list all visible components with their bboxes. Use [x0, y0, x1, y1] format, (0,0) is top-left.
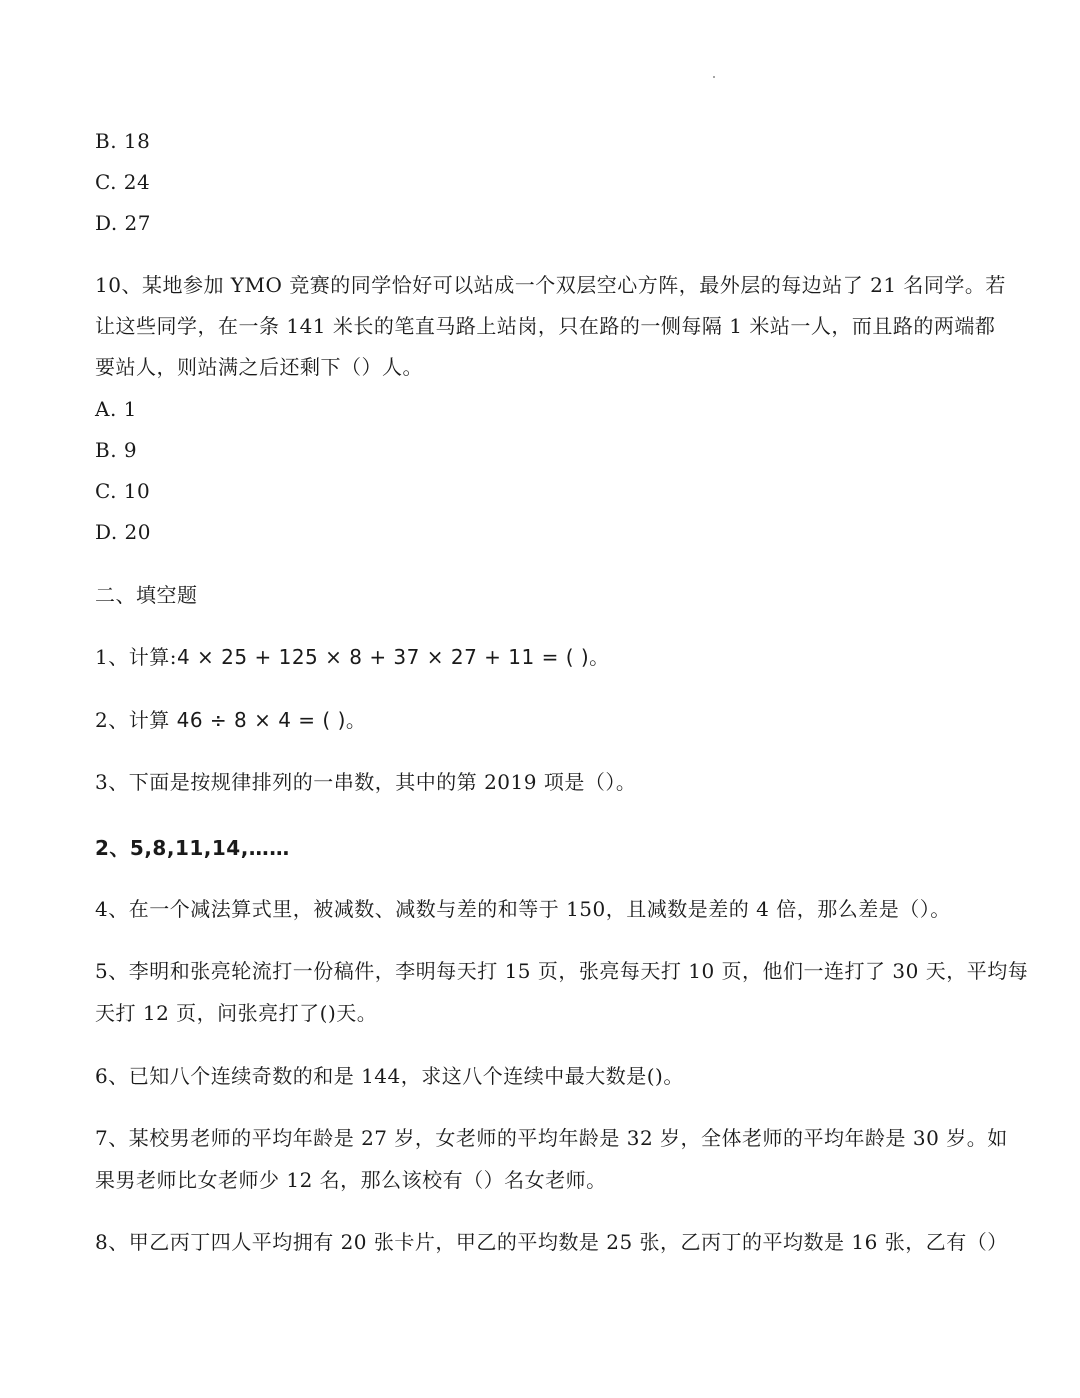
fill-q6: 6、已知八个连续奇数的和是 144，求这八个连续中最大数是()。 [95, 1064, 684, 1088]
section-heading: 二、填空题 [95, 583, 198, 607]
fill-q2-expression: 46 ÷ 8 × 4 = ( )。 [176, 708, 367, 732]
q10-option-b: B. 9 [95, 438, 138, 462]
fill-q1-expression: 4 × 25 + 125 × 8 + 37 × 27 + 11 = ( )。 [176, 645, 610, 669]
fill-q5-line-1: 5、李明和张亮轮流打一份稿件，李明每天打 15 页，张亮每天打 10 页，他们一连打了 30 天，平均每 [95, 959, 1029, 983]
fill-q8-line-1: 8、甲乙丙丁四人平均拥有 20 张卡片，甲乙的平均数是 25 张，乙丙丁的平均数是 16 张，乙有（） [95, 1230, 1008, 1254]
q9-option-d: D. 27 [95, 211, 151, 235]
fill-q2 [95, 708, 995, 732]
fill-q3-sequence: 2、5,8,11,14,…… [95, 836, 290, 860]
fill-q2-prefix: 2、计算 [95, 708, 177, 732]
fill-q4: 4、在一个减法算式里，被减数、减数与差的和等于 150，且减数是差的 4 倍，那么差是（）。 [95, 897, 951, 921]
fill-q7-line-1: 7、某校男老师的平均年龄是 27 岁，女老师的平均年龄是 32 岁，全体老师的平均年龄是 30 岁。如 [95, 1126, 1008, 1150]
fill-q1-prefix: 1、计算: [95, 645, 177, 669]
fill-q3: 3、下面是按规律排列的一串数，其中的第 2019 项是（）。 [95, 770, 637, 794]
q9-option-b: B. 18 [95, 129, 151, 153]
fill-q1 [95, 645, 995, 669]
q9-option-c: C. 24 [95, 170, 151, 194]
q10-option-d: D. 20 [95, 520, 151, 544]
scan-dot [713, 76, 715, 78]
fill-q5-line-2: 天打 12 页，问张亮打了()天。 [95, 1001, 378, 1025]
q10-option-a: A. 1 [95, 397, 137, 421]
fill-q7-line-2: 果男老师比女老师少 12 名，那么该校有（）名女老师。 [95, 1168, 607, 1192]
q10-text-line-3: 要站人，则站满之后还剩下（）人。 [95, 355, 423, 379]
q10-text-line-1: 10、某地参加 YMO 竞赛的同学恰好可以站成一个双层空心方阵，最外层的每边站了 21 名同学。若 [95, 273, 1006, 297]
q10-text-line-2: 让这些同学，在一条 141 米长的笔直马路上站岗，只在路的一侧每隔 1 米站一人，而且路的两端都 [95, 314, 996, 338]
q10-option-c: C. 10 [95, 479, 151, 503]
